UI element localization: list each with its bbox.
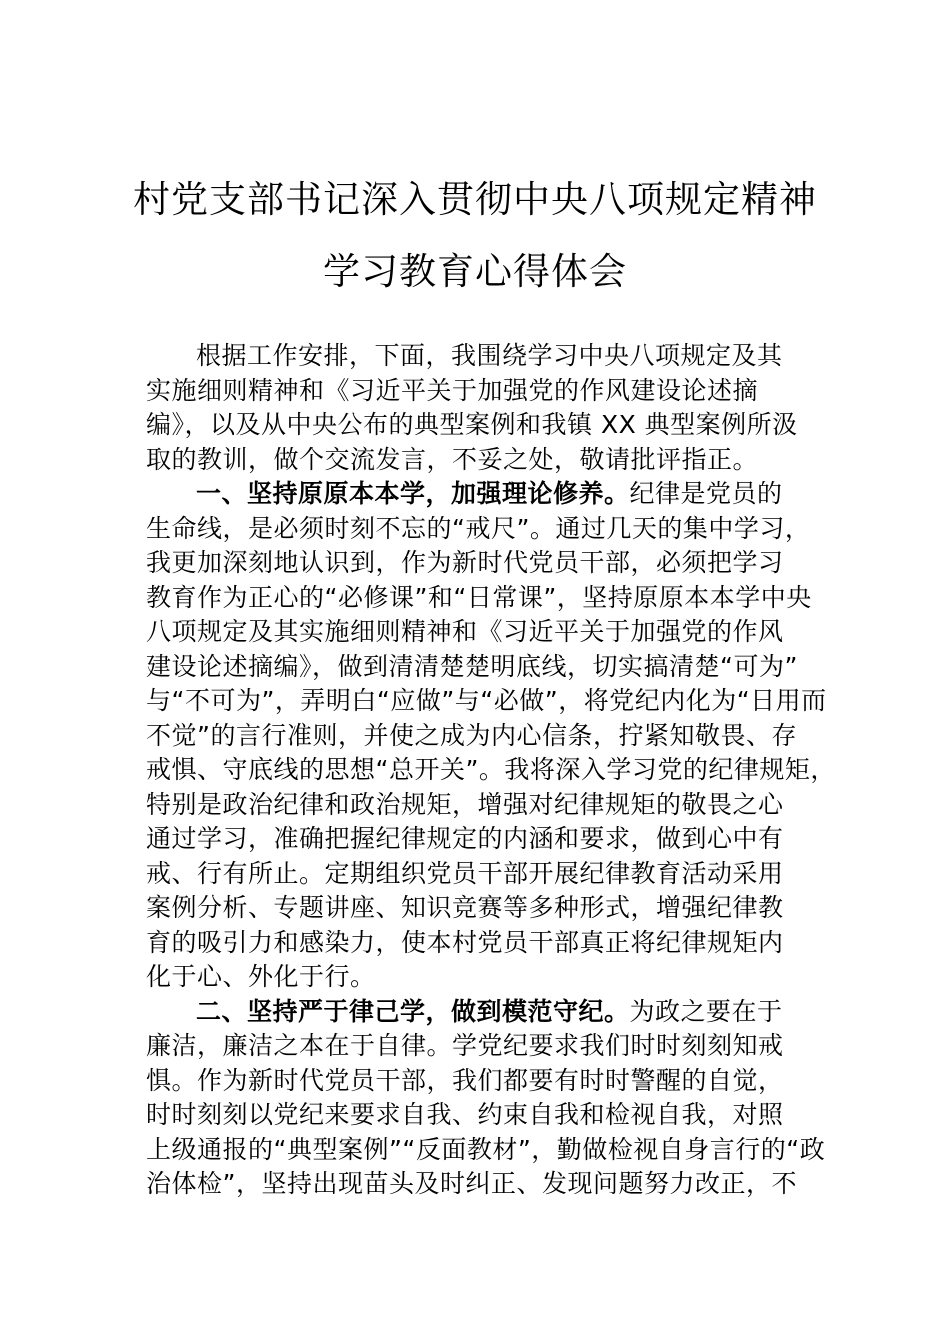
- text-line: 与“不可为”，弄明白“应做”与“必做”，将党纪内化为“日用而: [146, 686, 827, 715]
- document-body: [146, 339, 836, 1202]
- text-line: 生命线，是必须时刻不忘的“戒尺”。通过几天的集中学习，: [146, 513, 811, 543]
- text-line: 育的吸引力和感染力，使本村党员干部真正将纪律规矩内: [146, 927, 784, 957]
- text-line: 根据工作安排，下面，我围绕学习中央八项规定及其: [196, 341, 783, 370]
- document-title-line-1: 村党支部书记深入贯彻中央八项规定精神: [133, 178, 817, 221]
- text-line: 教育作为正心的“必修课”和“日常课”，坚持原原本本学中央: [146, 582, 812, 612]
- text-line: 实施细则精神和《习近平关于加强党的作风建设论述摘: [146, 375, 759, 405]
- text-line: 取的教训，做个交流发言，不妥之处，敬请批评指正。: [146, 444, 759, 474]
- text-line: 不觉”的言行准则，并使之成为内心信条，拧紧知敬畏、存: [146, 720, 797, 750]
- section-2-heading: 二、坚持严于律己学，做到模范守纪。: [196, 996, 630, 1026]
- section-1-paragraph: [146, 477, 836, 995]
- text-line: 八项规定及其实施细则精神和《习近平关于加强党的作风: [146, 617, 784, 646]
- section-1-first-line: [146, 477, 816, 512]
- text-line: 案例分析、专题讲座、知识竞赛等多种形式，增强纪律教: [146, 893, 784, 922]
- text-line: 通过学习，准确把握纪律规定的内涵和要求，做到心中有: [146, 824, 784, 853]
- document-title-line-2: 学习教育心得体会: [323, 250, 627, 293]
- section-1-heading: 一、坚持原原本本学，加强理论修养。: [196, 479, 630, 508]
- text-line: 治体检”，坚持出现苗头及时纠正、发现问题努力改正，不: [146, 1169, 797, 1198]
- text-line: 惧。作为新时代党员干部，我们都要有时时警醒的自觉，: [146, 1065, 784, 1095]
- intro-paragraph: [146, 339, 816, 477]
- text-line: 编》，以及从中央公布的典型案例和我镇 XX 典型案例所汲: [146, 410, 798, 439]
- section-2-first-line: [146, 995, 816, 1030]
- text-line: 廉洁，廉洁之本在于自律。学党纪要求我们时时刻刻知戒: [146, 1031, 784, 1060]
- text-line: 我更加深刻地认识到，作为新时代党员干部，必须把学习: [146, 548, 784, 577]
- text-fragment: 为政之要在于: [629, 996, 783, 1026]
- text-line: 时时刻刻以党纪来要求自我、约束自我和检视自我，对照: [146, 1100, 784, 1129]
- text-line: 建设论述摘编》，做到清清楚楚明底线，切实搞清楚“可为”: [146, 651, 798, 681]
- text-line: 上级通报的“典型案例”“反面教材”，勤做检视自身言行的“政: [146, 1134, 826, 1164]
- text-line: 戒、行有所止。定期组织党员干部开展纪律教育活动采用: [146, 858, 784, 888]
- section-2-paragraph: [146, 995, 826, 1202]
- text-line: 化于心、外化于行。: [146, 962, 376, 991]
- text-line: 特别是政治纪律和政治规矩，增强对纪律规矩的敬畏之心: [146, 789, 784, 819]
- text-line: 戒惧、守底线的思想“总开关”。我将深入学习党的纪律规矩，: [146, 755, 836, 784]
- text-fragment: 纪律是党员的: [629, 479, 783, 508]
